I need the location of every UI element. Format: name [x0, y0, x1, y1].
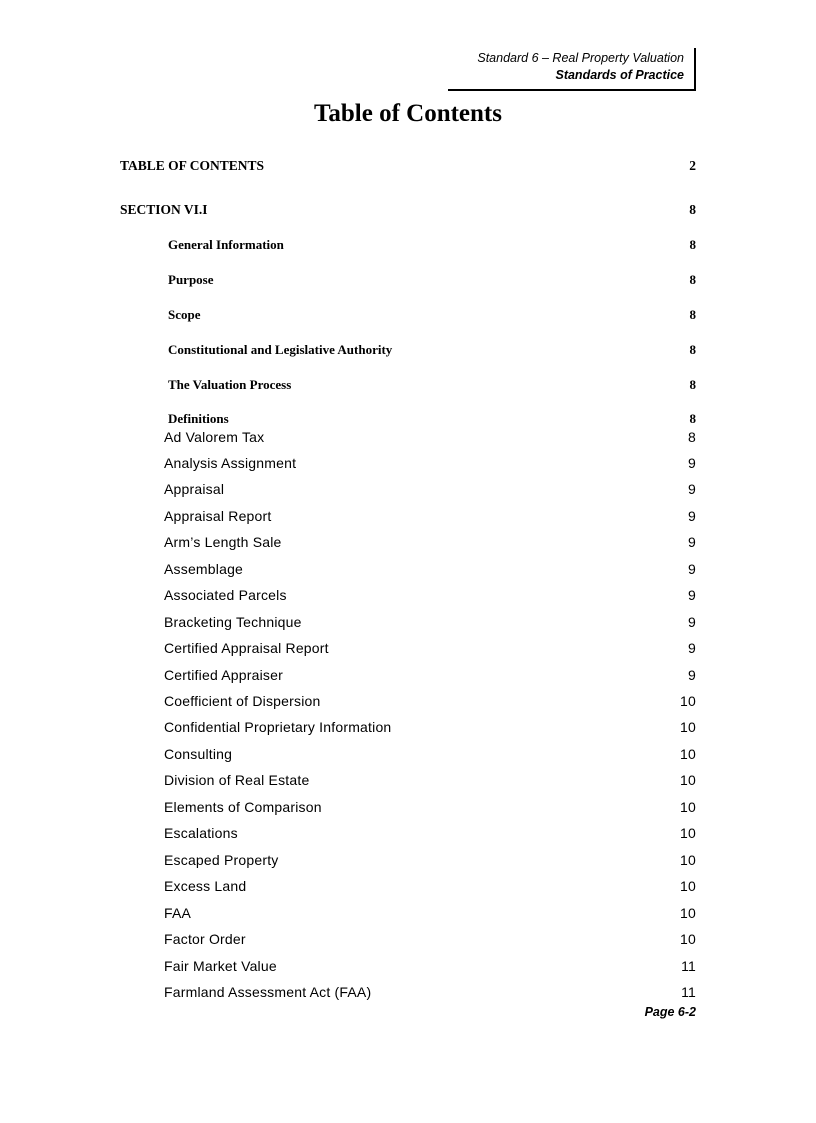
list-item[interactable] — [164, 878, 696, 894]
definition-label: Excess Land — [164, 878, 247, 894]
page-number: Page 6-2 — [644, 1005, 696, 1019]
page-header — [284, 50, 696, 84]
toc-entry-table-of-contents[interactable] — [120, 158, 696, 174]
definition-label: Fair Market Value — [164, 958, 277, 974]
toc-entry-label: Constitutional and Legislative Authority — [168, 342, 393, 357]
definition-label: Certified Appraiser — [164, 667, 283, 683]
toc-entry-section-vi-i[interactable] — [120, 202, 696, 218]
definition-page: 10 — [680, 693, 696, 709]
definition-label: Elements of Comparison — [164, 799, 322, 815]
list-item[interactable] — [164, 905, 696, 921]
header-subtitle: Standards of Practice — [555, 68, 684, 82]
definition-page: 9 — [688, 561, 696, 577]
list-item[interactable] — [164, 640, 696, 656]
definition-page: 11 — [681, 958, 696, 974]
list-item[interactable] — [164, 746, 696, 762]
toc-entry-page: 8 — [689, 342, 696, 357]
toc-entry-page: 8 — [689, 377, 696, 392]
definition-label: Coefficient of Dispersion — [164, 693, 321, 709]
definition-page: 10 — [680, 825, 696, 841]
definition-page: 10 — [680, 931, 696, 947]
definition-label: Associated Parcels — [164, 587, 287, 603]
definition-label: Arm’s Length Sale — [164, 534, 282, 550]
definition-label: Assemblage — [164, 561, 244, 577]
definition-page: 10 — [680, 746, 696, 762]
list-item[interactable] — [164, 825, 696, 841]
header-horizontal-rule — [448, 89, 696, 91]
list-item[interactable] — [164, 667, 696, 683]
definition-label: Escalations — [164, 825, 238, 841]
definition-page: 10 — [680, 772, 696, 788]
list-item[interactable] — [164, 455, 696, 471]
list-item[interactable] — [164, 561, 696, 577]
definition-page: 9 — [688, 455, 696, 471]
toc-entry-definitions[interactable] — [168, 411, 696, 427]
definition-label: Certified Appraisal Report — [164, 640, 329, 656]
definition-page: 9 — [688, 614, 696, 630]
list-item[interactable] — [164, 958, 696, 974]
list-item[interactable] — [164, 719, 696, 735]
list-item[interactable] — [164, 508, 696, 524]
definition-label: Confidential Proprietary Information — [164, 719, 392, 735]
definition-page: 8 — [688, 429, 696, 445]
toc-entry-page: 2 — [689, 158, 696, 173]
toc-entry-label: TABLE OF CONTENTS — [120, 158, 265, 173]
list-item[interactable] — [164, 984, 696, 1000]
definition-label: Farmland Assessment Act (FAA) — [164, 984, 372, 1000]
list-item[interactable] — [164, 534, 696, 550]
toc-entry-label: Purpose — [168, 272, 214, 287]
toc-entry-label: General Information — [168, 237, 284, 252]
definition-label: Ad Valorem Tax — [164, 429, 265, 445]
list-item[interactable] — [164, 799, 696, 815]
toc-entry-page: 8 — [689, 411, 696, 426]
definition-page: 11 — [681, 984, 696, 1000]
toc-entry-label: SECTION VI.I — [120, 202, 208, 217]
toc-entry-scope[interactable] — [168, 307, 696, 323]
list-item[interactable] — [164, 587, 696, 603]
definition-page: 9 — [688, 667, 696, 683]
header-vertical-rule — [694, 48, 696, 91]
definition-label: Appraisal — [164, 481, 225, 497]
definition-page: 9 — [688, 534, 696, 550]
definition-page: 9 — [688, 587, 696, 603]
definition-label: Bracketing Technique — [164, 614, 302, 630]
definition-page: 10 — [680, 799, 696, 815]
definition-page: 10 — [680, 719, 696, 735]
toc-entry-constitutional-authority[interactable] — [168, 342, 696, 358]
toc-entry-page: 8 — [689, 272, 696, 287]
definition-page: 10 — [680, 852, 696, 868]
definition-page: 10 — [680, 905, 696, 921]
list-item[interactable] — [164, 614, 696, 630]
toc-entry-page: 8 — [689, 202, 696, 217]
toc-entry-label: Definitions — [168, 411, 229, 426]
definition-label: FAA — [164, 905, 192, 921]
list-item[interactable] — [164, 481, 696, 497]
toc-entry-valuation-process[interactable] — [168, 377, 696, 393]
definition-label: Division of Real Estate — [164, 772, 310, 788]
definition-label: Appraisal Report — [164, 508, 272, 524]
definition-page: 10 — [680, 878, 696, 894]
definition-label: Analysis Assignment — [164, 455, 297, 471]
list-item[interactable] — [164, 852, 696, 868]
definition-label: Factor Order — [164, 931, 246, 947]
toc-entry-general-information[interactable] — [168, 237, 696, 253]
definition-page: 9 — [688, 508, 696, 524]
toc-entry-label: Scope — [168, 307, 201, 322]
header-standard-title: Standard 6 – Real Property Valuation — [477, 51, 684, 65]
toc-entry-page: 8 — [689, 307, 696, 322]
toc-entry-page: 8 — [689, 237, 696, 252]
page-title: Table of Contents — [314, 100, 502, 127]
definition-label: Consulting — [164, 746, 233, 762]
toc-entry-label: The Valuation Process — [168, 377, 292, 392]
list-item[interactable] — [164, 429, 696, 445]
toc-entry-purpose[interactable] — [168, 272, 696, 288]
definition-label: Escaped Property — [164, 852, 279, 868]
definition-page: 9 — [688, 640, 696, 656]
list-item[interactable] — [164, 693, 696, 709]
list-item[interactable] — [164, 931, 696, 947]
list-item[interactable] — [164, 772, 696, 788]
definition-page: 9 — [688, 481, 696, 497]
